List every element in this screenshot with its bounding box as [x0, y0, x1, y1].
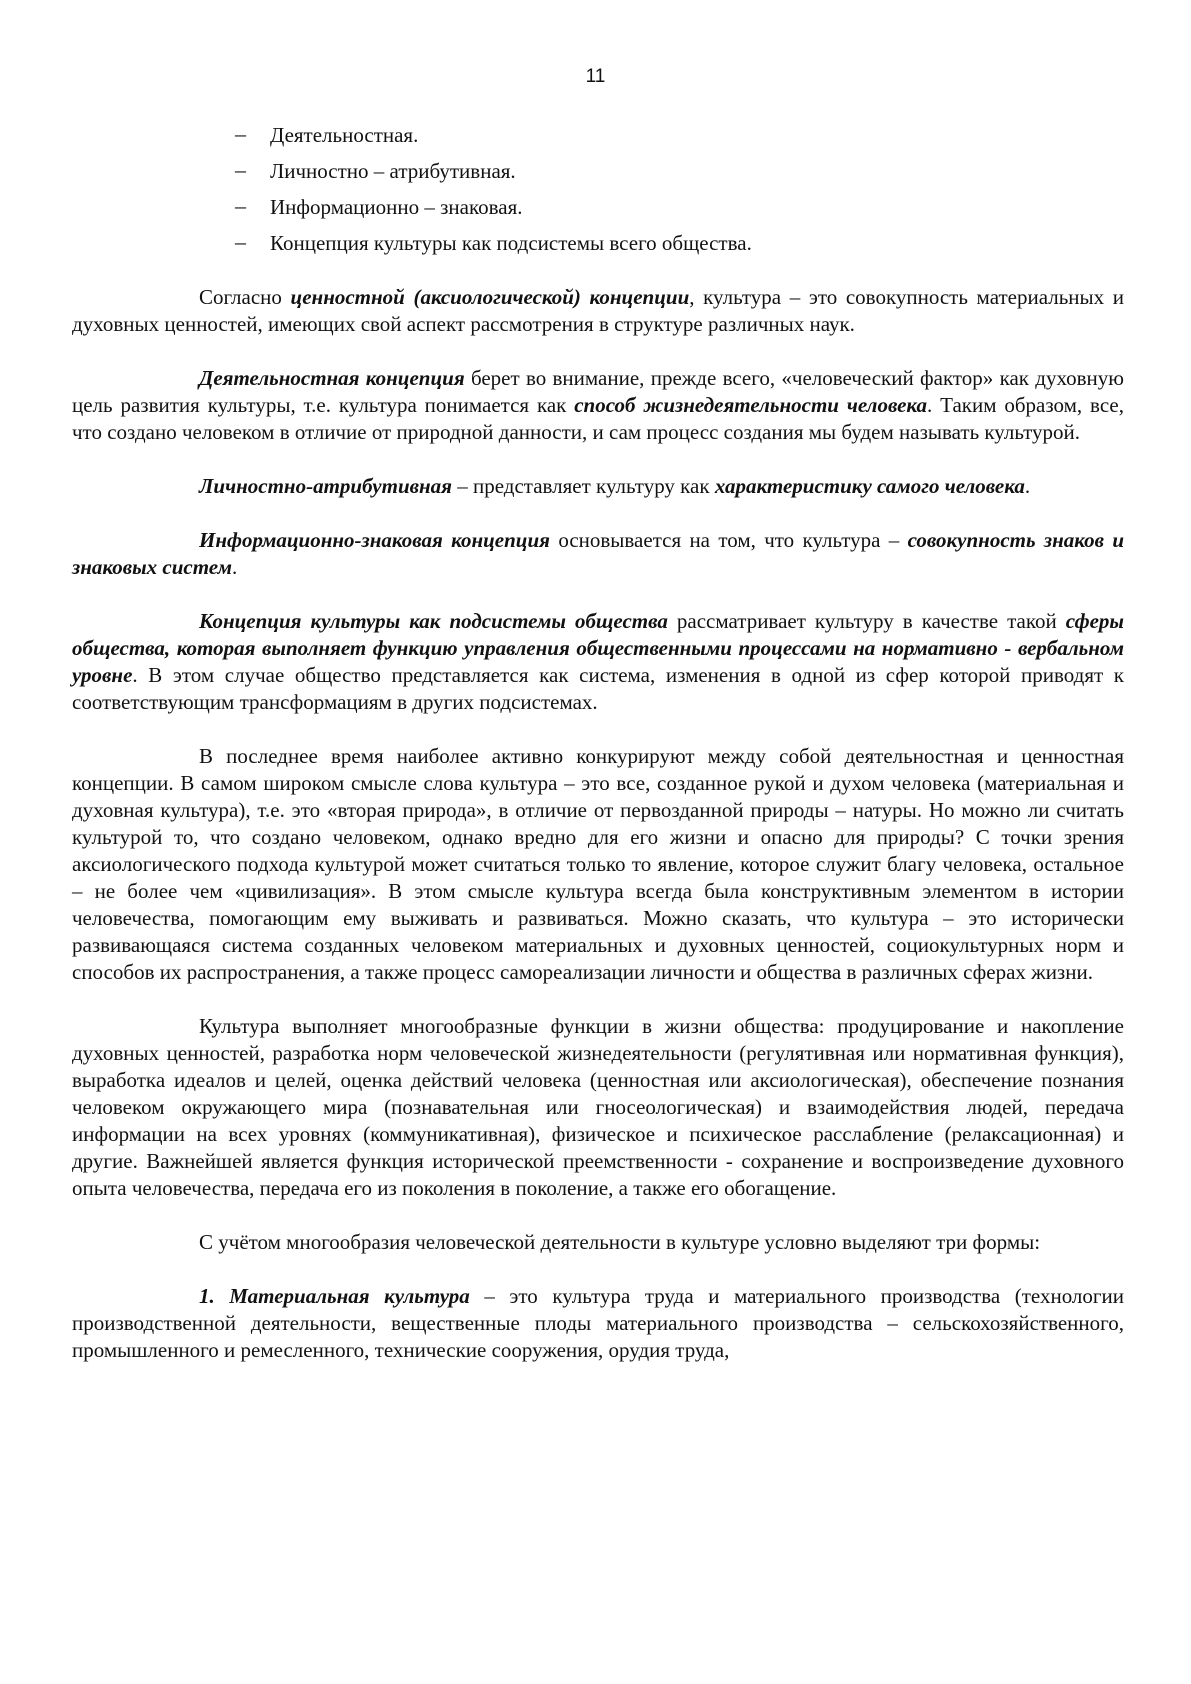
paragraph-personal: Личностно-атрибутивная – представляет культуру как характеристику самого человека.	[199, 474, 1031, 498]
emphasis-subsystem: сферы общества, которая выполняет функцию управления общественными процессами на нормативно - вербальном уровне	[72, 609, 1124, 687]
paragraph-forms: С учётом многообразия человеческой деятельности в культуре условно выделяют три формы:	[199, 1230, 1041, 1254]
list-item: – Личностно – атрибутивная.	[235, 157, 516, 183]
paragraph-activity: Деятельностная концепция берет во внимание, прежде всего, «человеческий фактор» как духовную цель развития культуры, т.е. культура понимается как способ жизнедеятельности человека. Таким образом, все, что создано человеком в отличие от природной данности, и сам процесс создания мы будем называть культурой.	[72, 366, 1124, 444]
list-item: – Концепция культуры как подсистемы всего общества.	[235, 229, 752, 255]
paragraph-axiological: Согласно ценностной (аксиологической) концепции, культура – это совокупность материальных и духовных ценностей, имеющих свой аспект рассмотрения в структуре различных наук.	[72, 285, 1124, 336]
paragraph-recent: В последнее время наиболее активно конкурируют между собой деятельностная и ценностная концепции. В самом широком смысле слова культура – это все, созданное рукой и духом человека (материальная и духовная культура), т.е. это «вторая природа», в отличие от первозданной природы – натуры. Но можно ли считать культурой то, что создано человеком, однако вредно для его жизни и опасно для природы? С точки зрения аксиологического подхода культурой может считаться только то явление, которое служит благу человека, остальное – не более чем «цивилизация». В этом смысле культура всегда была конструктивным элементом в истории человечества, помогающим ему выживать и развиваться. Можно сказать, что культура – это исторически развивающаяся система созданных человеком материальных и духовных ценностей, социокультурных норм и способов их распространения, а также процесс самореализации личности и общества в различных сферах жизни.	[72, 744, 1124, 984]
emphasis-personal: характеристику самого человека	[714, 474, 1025, 498]
concepts-list	[72, 122, 1124, 266]
list-item: – Информационно – знаковая.	[235, 193, 523, 219]
dash-bullet-icon: –	[235, 193, 246, 218]
term-material: 1. Материальная культура	[199, 1284, 470, 1308]
document-body	[72, 122, 1124, 1364]
page-number: 11	[585, 66, 606, 87]
paragraph-informational: Информационно-знаковая концепция основывается на том, что культура – совокупность знаков и знаковых систем.	[72, 528, 1124, 579]
term-activity: Деятельностная концепция	[199, 366, 465, 390]
term-subsystem: Концепция культуры как подсистемы общества	[199, 609, 668, 633]
emphasis-informational: совокупность знаков и знаковых систем	[72, 528, 1124, 579]
dash-bullet-icon: –	[235, 121, 246, 146]
emphasis-activity: способ жизнедеятельности человека	[574, 393, 928, 417]
term-personal: Личностно-атрибутивная	[199, 474, 452, 498]
term-informational: Информационно-знаковая концепция	[199, 528, 550, 552]
list-item: – Деятельностная.	[235, 121, 419, 147]
paragraph-subsystem: Концепция культуры как подсистемы общества рассматривает культуру в качестве такой сферы общества, которая выполняет функцию управления общественными процессами на нормативно - вербальном уровне. В этом случае общество представляется как система, изменения в одной из сфер которой приводят к соответствующим трансформациям в других подсистемах.	[72, 609, 1124, 714]
paragraph-functions: Культура выполняет многообразные функции в жизни общества: продуцирование и накопление духовных ценностей, разработка норм человеческой жизнедеятельности (регулятивная или нормативная функция), выработка идеалов и целей, оценка действий человека (ценностная или аксиологическая), обеспечение познания человеком окружающего мира (познавательная или гносеологическая) и взаимодействия людей, передача информации на всех уровнях (коммуникативная), физическое и психическое расслабление (релаксационная) и другие. Важнейшей является функция исторической преемственности - сохранение и воспроизведение духовного опыта человечества, передача его из поколения в поколение, а также его обогащение.	[72, 1014, 1124, 1200]
term-axiological: ценностной (аксиологической) концепции	[290, 285, 690, 309]
dash-bullet-icon: –	[235, 157, 246, 182]
dash-bullet-icon: –	[235, 229, 246, 254]
paragraph-material: 1. Материальная культура – это культура труда и материального производства (технологии производственной деятельности, вещественные плоды материального производства – сельскохозяйственного, промышленного и ремесленного, технические сооружения, орудия труда,	[72, 1284, 1124, 1362]
